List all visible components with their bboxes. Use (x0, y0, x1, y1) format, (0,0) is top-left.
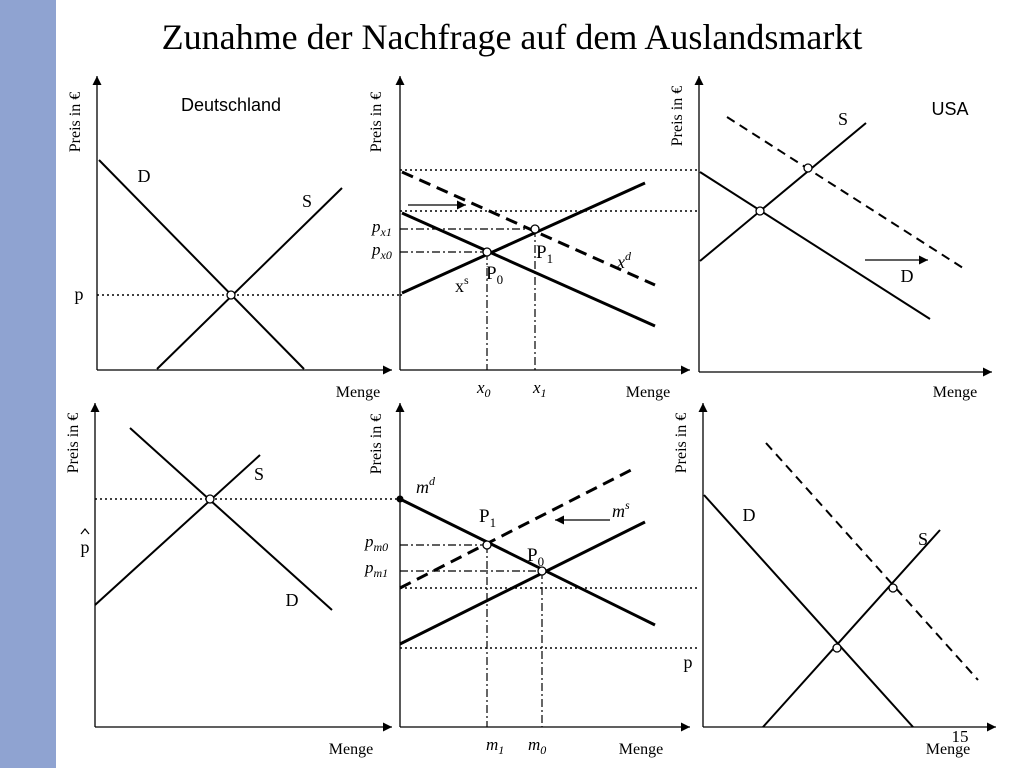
supply-label: S (253, 464, 265, 484)
import-supply-curve (400, 522, 645, 644)
country-label: Deutschland (180, 95, 282, 115)
shifted-demand-curve (766, 443, 978, 680)
equilibrium-point-p1 (483, 541, 491, 549)
demand-intercept-point (397, 496, 404, 503)
panel-bottom-middle (364, 403, 700, 758)
y-axis-label: Preis in € (368, 413, 385, 475)
demand-label: D (285, 590, 299, 610)
point-label-p1: $P_1$ (479, 506, 497, 530)
x-axis-label: Menge (625, 384, 671, 401)
point-label-p1: $P_1$ (536, 242, 554, 266)
price-hat-icon (81, 529, 89, 534)
supply-label: S (837, 109, 849, 129)
panel-top-middle (368, 76, 700, 401)
equilibrium-point (227, 291, 235, 299)
x-axis-label: Menge (925, 741, 971, 758)
demand-label: D (742, 505, 756, 525)
price-label-pm0: $p_{m0}$ (365, 532, 389, 554)
quantity-label-x1: $x_1$ (533, 378, 547, 400)
demand-curve (130, 428, 332, 610)
supply-label-ms: $m^s$ (612, 498, 630, 521)
page-number: 15 (951, 727, 969, 746)
quantity-label-m0: $m_0$ (528, 735, 547, 757)
price-label: p (80, 537, 90, 557)
demand-label-md: $m^d$ (416, 474, 435, 497)
demand-label: D (900, 266, 914, 286)
shifted-import-supply-curve (400, 468, 635, 588)
supply-curve (157, 188, 342, 369)
y-axis-label: Preis in € (65, 412, 82, 474)
demand-curve (99, 160, 304, 369)
quantity-label-x0: $x_0$ (477, 378, 491, 400)
equilibrium-point-p0 (483, 248, 491, 256)
price-label: p (74, 284, 84, 304)
price-label: p (683, 652, 693, 672)
supply-curve (700, 123, 866, 261)
x-axis-label: Menge (932, 384, 978, 401)
equilibrium-point-p1 (531, 225, 539, 233)
equilibrium-point (833, 644, 841, 652)
equilibrium-point (756, 207, 764, 215)
y-axis-label: Preis in € (67, 91, 84, 153)
slide-title: Zunahme der Nachfrage auf dem Auslandsmarkt (161, 17, 863, 57)
x-axis-label: Menge (618, 741, 664, 758)
supply-label: S (301, 191, 313, 211)
panel-top-right (669, 76, 992, 401)
country-label: USA (931, 99, 969, 119)
price-label-px0: $p_{x0}$ (372, 240, 392, 262)
supply-curve (763, 530, 940, 727)
x-axis-label: Menge (335, 384, 381, 401)
new-equilibrium-point (889, 584, 897, 592)
y-axis-label: Preis in € (669, 85, 686, 147)
panel-bottom-right (673, 403, 996, 758)
point-label-p0: $P_0$ (486, 263, 504, 287)
demand-label: D (137, 166, 151, 186)
y-axis-label: Preis in € (368, 91, 385, 153)
panel-top-left (67, 76, 402, 401)
quantity-label-m1: $m_1$ (486, 735, 505, 757)
demand-curve (704, 495, 913, 727)
price-label-pm1: $p_{m1}$ (365, 558, 389, 580)
supply-label: S (917, 529, 929, 549)
equilibrium-point (206, 495, 214, 503)
y-axis-label: Preis in € (673, 412, 690, 474)
price-label-px1: $p_{x1}$ (372, 217, 392, 239)
point-label-p0: $P_0$ (527, 545, 545, 569)
supply-label-xs: $x^s$ (455, 273, 469, 296)
demand-label-xd: $x^d$ (617, 249, 631, 272)
supply-curve (95, 455, 260, 605)
panel-bottom-left (65, 403, 402, 758)
export-supply-curve (402, 183, 645, 293)
new-equilibrium-point (804, 164, 812, 172)
x-axis-label: Menge (328, 741, 374, 758)
demand-curve (700, 172, 930, 319)
